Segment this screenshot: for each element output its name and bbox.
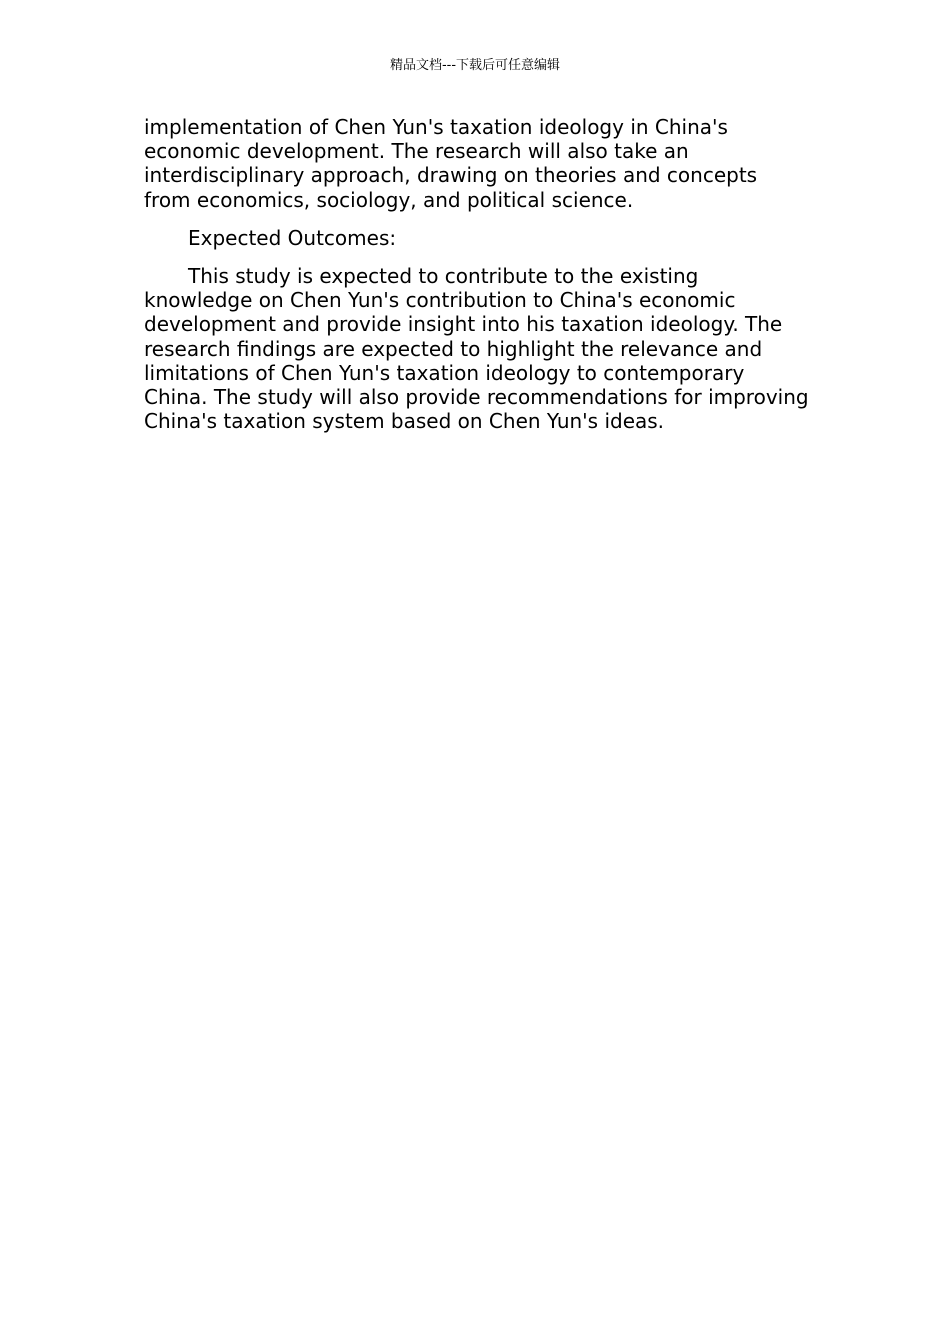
paragraph-methodology-continued: implementation of Chen Yun's taxation ideology in China's economic development. The research will also take an interdisciplinary approach, drawing on theories and concepts from economics, sociology, and political science. [144,115,758,212]
section-heading-expected-outcomes: Expected Outcomes: [188,225,397,250]
page-header: 精品文档---下载后可任意编辑 [389,58,561,73]
document-body [144,115,809,433]
paragraph-expected-outcomes: This study is expected to contribute to the existing knowledge on Chen Yun's contribution to China's economic development and provide insight into his taxation ideology. The research findings are expected to highlight the relevance and limitations of Chen Yun's taxation ideology to contemporary China. The study will also provide recommendations for improving China's taxation system based on Chen Yun's ideas. [144,264,809,434]
